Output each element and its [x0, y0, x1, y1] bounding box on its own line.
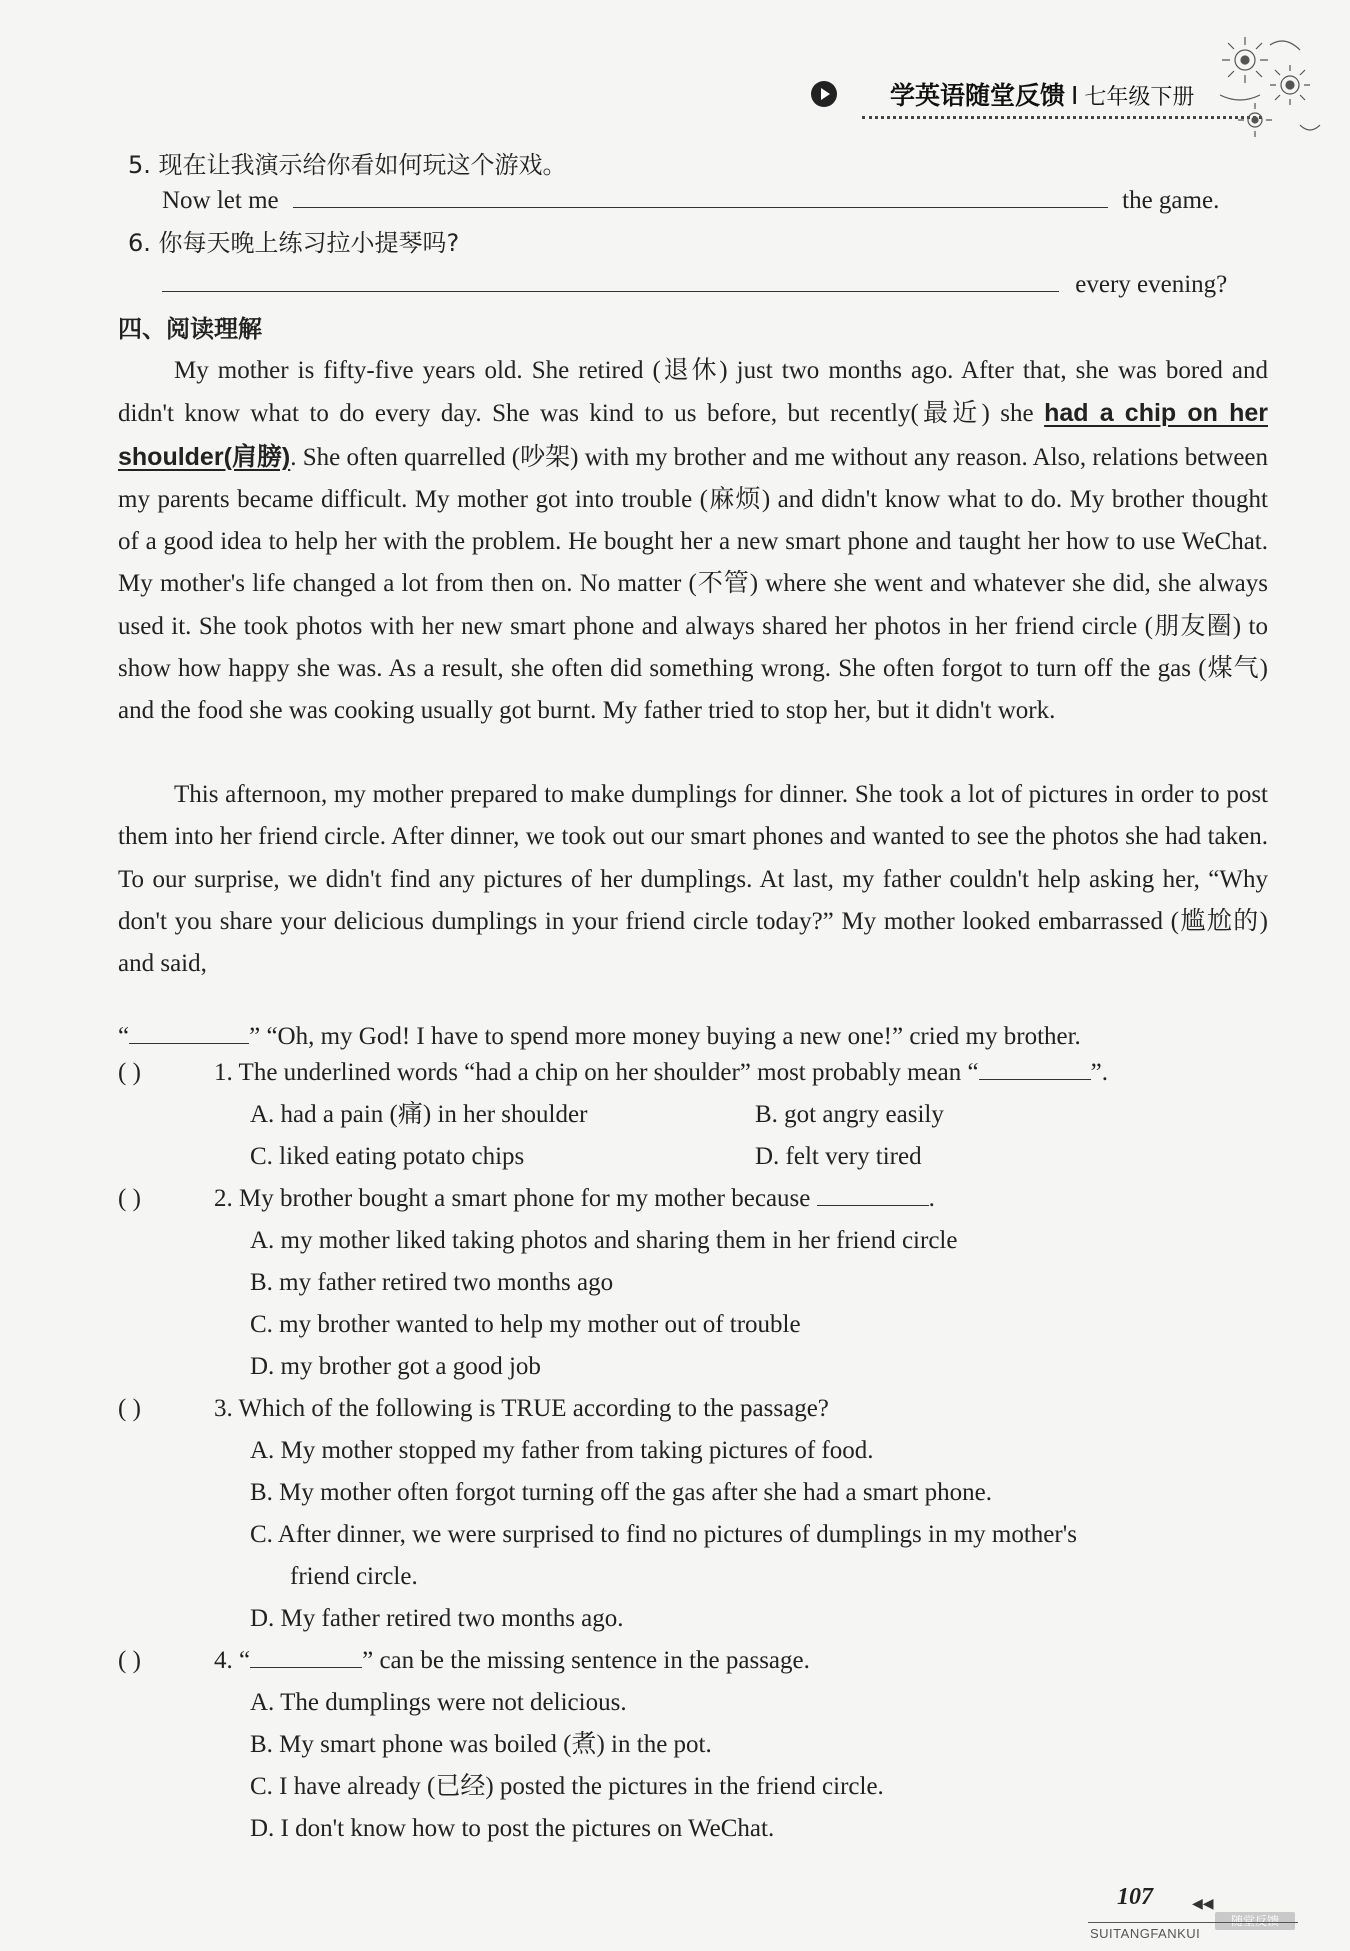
- footer-badge: 随堂反馈: [1215, 1912, 1295, 1930]
- double-arrow-left-icon: ◀◀: [1192, 1897, 1214, 1912]
- q5-english: [162, 184, 1219, 218]
- q3-option-c[interactable]: C. After dinner, we were surprised to find no pictures of dumplings in my mother's: [250, 1521, 1077, 1548]
- passage-last-line: “ ” “Oh, my God! I have to spend more money buying a new one!” cried my brother.: [118, 1023, 1081, 1050]
- q6-answer-blank[interactable]: [162, 269, 1059, 292]
- answer-paren[interactable]: ( ): [118, 1395, 141, 1422]
- q1-blank: [979, 1057, 1091, 1080]
- q2-option-a[interactable]: A. my mother liked taking photos and sharing them in her friend circle: [250, 1227, 958, 1254]
- q3-option-d[interactable]: D. My father retired two months ago.: [250, 1605, 624, 1632]
- q6-chinese: 6. 你每天晚上练习拉小提琴吗?: [128, 229, 460, 257]
- q1-option-c[interactable]: C. liked eating potato chips: [250, 1143, 525, 1170]
- missing-sentence-blank[interactable]: [129, 1021, 249, 1044]
- q4-option-b[interactable]: B. My smart phone was boiled (煮) in the pot.: [250, 1731, 712, 1758]
- q4-blank: [250, 1645, 362, 1668]
- page-number: 107: [1117, 1884, 1153, 1910]
- q1-option-d[interactable]: D. felt very tired: [755, 1143, 922, 1170]
- q5-answer-blank[interactable]: [293, 185, 1108, 208]
- q1-option-a[interactable]: A. had a pain (痛) in her shoulder: [250, 1101, 588, 1128]
- q6-suffix: every evening?: [1075, 271, 1228, 298]
- q5-suffix: the game.: [1122, 187, 1220, 214]
- q4-option-a[interactable]: A. The dumplings were not delicious.: [250, 1689, 627, 1716]
- q2-option-b[interactable]: B. my father retired two months ago: [250, 1269, 614, 1296]
- q3-option-a[interactable]: A. My mother stopped my father from taking pictures of food.: [250, 1437, 874, 1464]
- answer-paren[interactable]: ( ): [118, 1059, 141, 1086]
- question-3: ( ) 3. Which of the following is TRUE according to the passage?: [118, 1392, 829, 1426]
- q5-chinese: 5. 现在让我演示给你看如何玩这个游戏。: [128, 151, 567, 179]
- answer-paren[interactable]: ( ): [118, 1647, 141, 1674]
- q4-option-d[interactable]: D. I don't know how to post the pictures on WeChat.: [250, 1815, 775, 1842]
- passage-paragraph-2: This afternoon, my mother prepared to make dumplings for dinner. She took a lot of pictures in order to post them into her friend circle. After dinner, we took out our smart phones and wanted to see the photos she had taken. To our surprise, we didn't find any pictures of her dumplings. At last, my father couldn't help asking her, “Why don't you share your delicious dumplings in your friend circle today?” My mother looked embarrassed (尴尬的) and said,: [118, 781, 1268, 978]
- q2-option-d[interactable]: D. my brother got a good job: [250, 1353, 541, 1380]
- question-1: ( ) 1. The underlined words “had a chip on her shoulder” most probably mean “ ”.: [118, 1056, 1108, 1090]
- header-divider: [862, 116, 1262, 119]
- question-2: ( ) 2. My brother bought a smart phone for my mother because .: [118, 1182, 935, 1216]
- q6-english: [162, 268, 1227, 302]
- q5-prefix: Now let me: [162, 187, 279, 214]
- q4-option-c[interactable]: C. I have already (已经) posted the pictures in the friend circle.: [250, 1773, 884, 1800]
- q2-blank: [817, 1183, 929, 1206]
- question-4: ( ) 4. “ ” can be the missing sentence in the passage.: [118, 1644, 810, 1678]
- q2-option-c[interactable]: C. my brother wanted to help my mother out of trouble: [250, 1311, 801, 1338]
- sunflower-decoration-icon: [1210, 25, 1330, 155]
- q1-option-b[interactable]: B. got angry easily: [755, 1101, 944, 1128]
- q3-option-c-continued: friend circle.: [290, 1563, 418, 1590]
- footer-code: SUITANGFANKUI: [1090, 1926, 1201, 1941]
- page-header: [800, 70, 1270, 130]
- section-title: 四、阅读理解: [118, 315, 262, 343]
- play-icon: [810, 80, 838, 108]
- book-title: 学英语随堂反馈 I 七年级下册: [890, 81, 1195, 110]
- answer-paren[interactable]: ( ): [118, 1185, 141, 1212]
- underlined-phrase: had a chip on her shoulder(肩膀): [118, 399, 1268, 471]
- footer-divider: [1088, 1922, 1298, 1923]
- passage-paragraph-1: My mother is fifty-five years old. She retired (退休) just two months ago. After that, she was bored and didn't know what to do every day. She was kind to us before, but recently(最近) she had a chip on her shoulder(肩膀). She often quarrelled (吵架) with my brother and me without any reason. Also, relations between my parents became difficult. My mother got into trouble (麻烦) and didn't know what to do. My brother thought of a good idea to help her with the problem. He bought her a new smart phone and taught her how to use WeChat. My mother's life changed a lot from then on. No matter (不管) where she went and whatever she did, she always used it. She took photos with her new smart phone and always shared her photos in her friend circle (朋友圈) to show how happy she was. As a result, she often did something wrong. She often forgot to turn off the gas (煤气) and the food she was cooking usually got burnt. My father tried to stop her, but it didn't work.: [118, 357, 1269, 725]
- q3-option-b[interactable]: B. My mother often forgot turning off the gas after she had a smart phone.: [250, 1479, 992, 1506]
